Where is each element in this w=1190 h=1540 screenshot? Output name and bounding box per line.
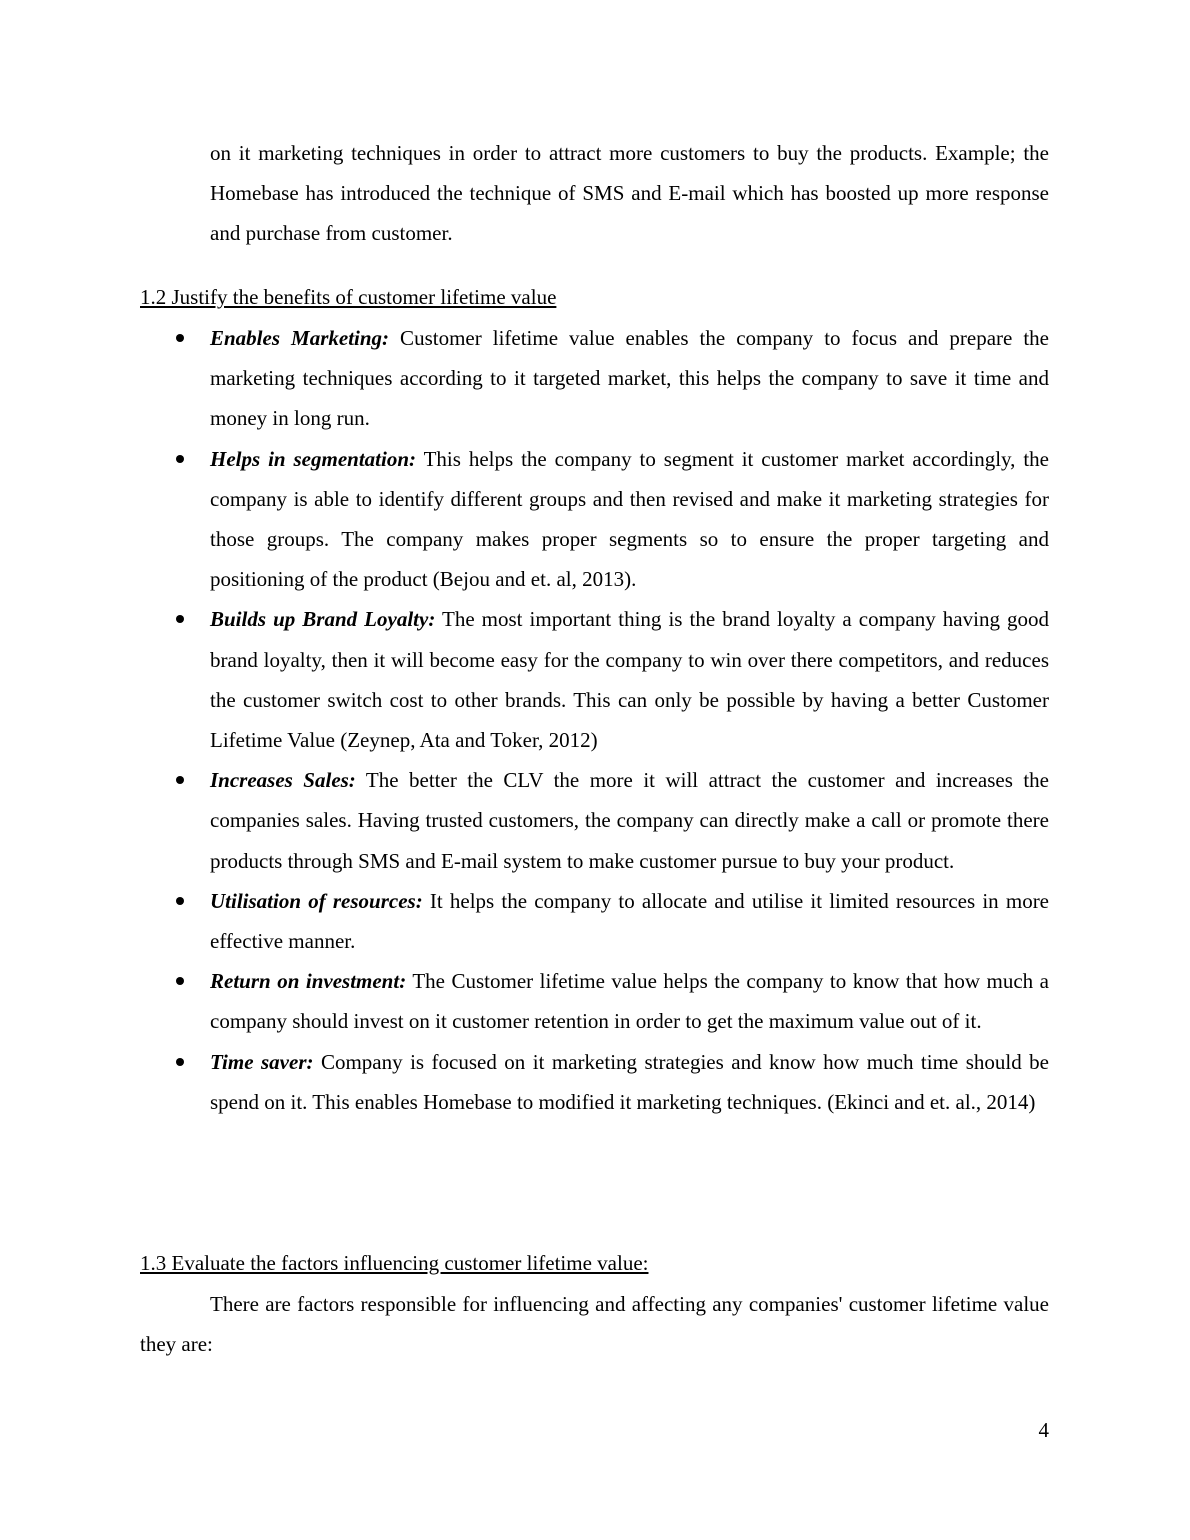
benefit-term: Time saver: (210, 1049, 314, 1074)
section-1-2-heading: 1.2 Justify the benefits of customer lifetime value (140, 285, 557, 309)
list-item (140, 439, 1049, 600)
list-item (140, 599, 1049, 760)
section-1-3-heading: 1.3 Evaluate the factors influencing customer lifetime value: (140, 1251, 649, 1275)
bullet-icon (176, 897, 184, 905)
bullet-icon (176, 455, 184, 463)
benefit-term: Helps in segmentation: (210, 446, 417, 471)
benefit-text: It helps the company to allocate and utilise it limited resources in more effective manner. (210, 888, 1050, 954)
bullet-icon (176, 334, 184, 342)
bullet-icon (176, 977, 184, 985)
benefit-term: Utilisation of resources: (210, 888, 423, 913)
benefit-text: The better the CLV the more it will attract the customer and increases the companies sales. Having trusted customers, the company can directly make a call or promote there products through SMS and E-mail system to make customer pursue to buy your product. (210, 768, 1049, 873)
list-item (140, 318, 1049, 439)
intro-paragraph: on it marketing techniques in order to attract more customers to buy the products. Example; the Homebase has introduced the technique of SMS and E-mail which has boosted up more response and purchase from customer. (210, 141, 1049, 246)
benefit-text: The most important thing is the brand loyalty a company having good brand loyalty, then it will become easy for the company to win over there competitors, and reduces the customer switch cost to other brands. This can only be possible by having a better Customer Lifetime Value (Zeynep, Ata and Toker, 2012) (210, 607, 1049, 753)
benefit-text: This helps the company to segment it customer market accordingly, the company is able to identify different groups and then revised and make it marketing strategies for those groups. The company makes proper segments so to ensure the proper targeting and positioning of the product (Bejou and et. al, 2013). (210, 446, 1049, 592)
benefit-term: Enables Marketing: (210, 326, 390, 350)
list-item (140, 1042, 1049, 1122)
list-item (140, 760, 1049, 881)
benefit-term: Increases Sales: (210, 768, 356, 793)
benefit-text: Customer lifetime value enables the company to focus and prepare the marketing techniques according to it targeted market, this helps the company to save it time and money in long run. (210, 326, 1049, 431)
factors-paragraph: There are factors responsible for influencing and affecting any companies' customer lifetime value they are: (140, 1292, 1049, 1357)
page-number: 4 (1038, 1418, 1049, 1442)
bullet-icon (176, 1058, 184, 1066)
list-item (140, 881, 1049, 961)
benefit-text: Company is focused on it marketing strategies and know how much time should be spend on it. This enables Homebase to modified it marketing techniques. (Ekinci and et. al., 2014) (210, 1049, 1049, 1114)
bullet-icon (176, 615, 184, 623)
benefit-term: Return on investment: (210, 969, 407, 994)
benefit-term: Builds up Brand Loyalty: (210, 607, 436, 632)
benefits-list (140, 318, 1049, 1122)
benefit-text: The Customer lifetime value helps the company to know that how much a company should invest on it customer retention in order to get the maximum value out of it. (210, 969, 1049, 1034)
list-item (140, 961, 1049, 1041)
bullet-icon (176, 776, 184, 784)
